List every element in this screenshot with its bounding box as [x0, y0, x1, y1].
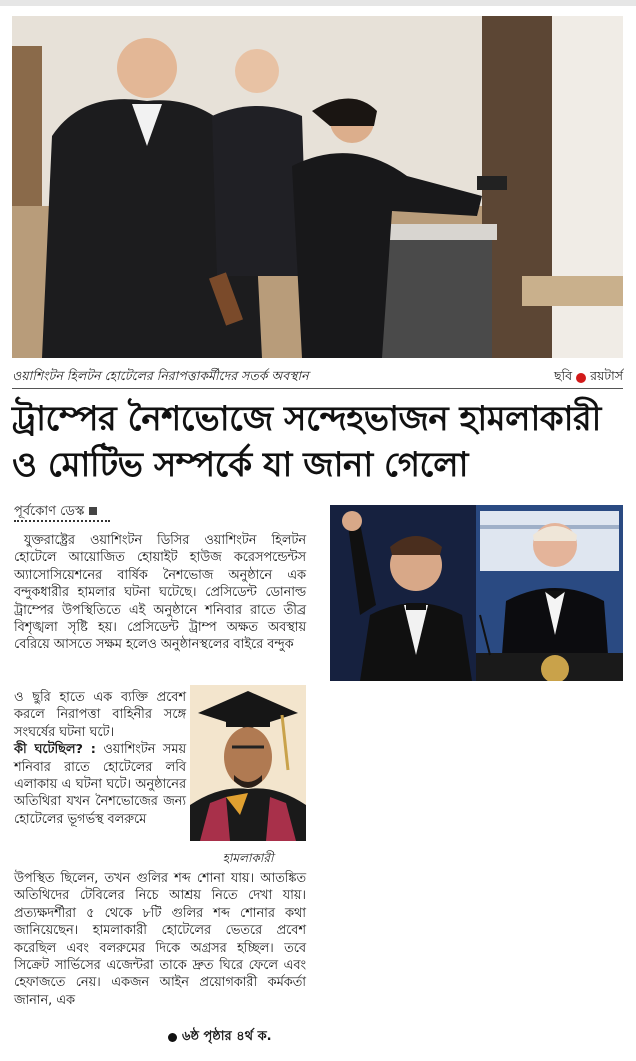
continued-reference	[168, 1027, 272, 1048]
caption-divider	[12, 388, 623, 389]
photo-caption-row	[12, 364, 623, 388]
credit-dot-icon	[576, 373, 586, 383]
headline	[12, 396, 623, 488]
headline-line-2: ও মোটিভ সম্পর্কে যা জানা গেলো	[12, 445, 468, 485]
photo-credit-prefix: ছবি	[553, 368, 573, 383]
bullet-icon	[168, 1033, 177, 1042]
suspect-caption: হামলাকারী	[222, 851, 274, 865]
photo-credit-source: রয়টার্স	[590, 368, 623, 383]
subhead-what-happened: কী ঘটেছিল? :	[14, 742, 96, 758]
top-border	[0, 0, 636, 6]
paragraph-3: উপস্থিত ছিলেন, তখন গুলির শব্দ শোনা যায়। আতঙ্কিত অতিথিদের টেবিলের নিচে আশ্রয় নিতে দেখা যায়। প্রত্যক্ষদর্শীরা ৫ থেকে ৮টি গুলির শব্দ শোনার কথা জানিয়েছেন। হামলাকারী হোটেলের ভেতরে প্রবেশ করেছিল এবং বলরুমের দিকে অগ্রসর হচ্ছিল। তবে সিক্রেট সার্ভিসের এজেন্টরা তাকে দ্রুত ঘিরে ফেলে এবং হেফাজতে নেয়। একজন আইন প্রয়োগকারী কর্মকর্তা জানান, এক	[14, 871, 306, 1008]
photo-credit	[554, 368, 623, 388]
paragraph-2-a: ও ছুরি হাতে এক ব্যক্তি প্রবেশ করলে নিরাপত্তা বাহিনীর সঙ্গে সংঘর্ষের ঘটনা ঘটে।	[14, 690, 186, 740]
photo-caption: ওয়াশিংটন হিলটন হোটেলের নিরাপত্তাকর্মীদের সতর্ক অবস্থান	[12, 368, 309, 383]
side-photo	[330, 505, 623, 681]
square-icon	[89, 507, 97, 515]
byline-divider	[14, 520, 110, 522]
paragraph-1: যুক্তরাষ্ট্রের ওয়াশিংটন ডিসির ওয়াশিংটন হিলটন হোটেলে আয়োজিত হোয়াইট হাউজ করেসপন্ডেন্টস অ্যাসোসিয়েশনের বার্ষিক নৈশভোজ অনুষ্ঠানে এক বন্দুকধারীর হামলার ঘটনা ঘটেছে। প্রেসিডেন্ট ডোনাল্ড ট্রাম্পের উপস্থিতিতে এই অনুষ্ঠানে শনিবার রাতে তীব্র বিশৃঙ্খলা সৃষ্টি হয়। প্রেসিডেন্ট ট্রাম্প অক্ষত অবস্থায় বেরিয়ে আসতে সক্ষম হলেও অনুষ্ঠানস্থলের বাইরে বন্দুক	[14, 533, 306, 653]
byline-text: পূর্বকোণ ডেস্ক	[14, 504, 85, 519]
headline-line-1: ট্রাম্পের নৈশভোজে সন্দেহভাজন হামলাকারী	[12, 399, 601, 439]
continued-ref-text: ৬ষ্ঠ পৃষ্ঠার ৪র্থ ক.	[182, 1029, 272, 1044]
paragraph-2-b: ওয়াশিংটন সময় শনিবার রাতে হোটেলের লবি এলাকায় এ ঘটনা ঘটে। অনুষ্ঠানের অতিথিরা যখন নৈশভোজের জন্য হোটেলের ভূগর্ভস্থ বলরুমে	[14, 742, 186, 827]
main-photo	[12, 16, 623, 358]
paragraph-2	[14, 689, 186, 828]
suspect-photo	[190, 685, 306, 841]
